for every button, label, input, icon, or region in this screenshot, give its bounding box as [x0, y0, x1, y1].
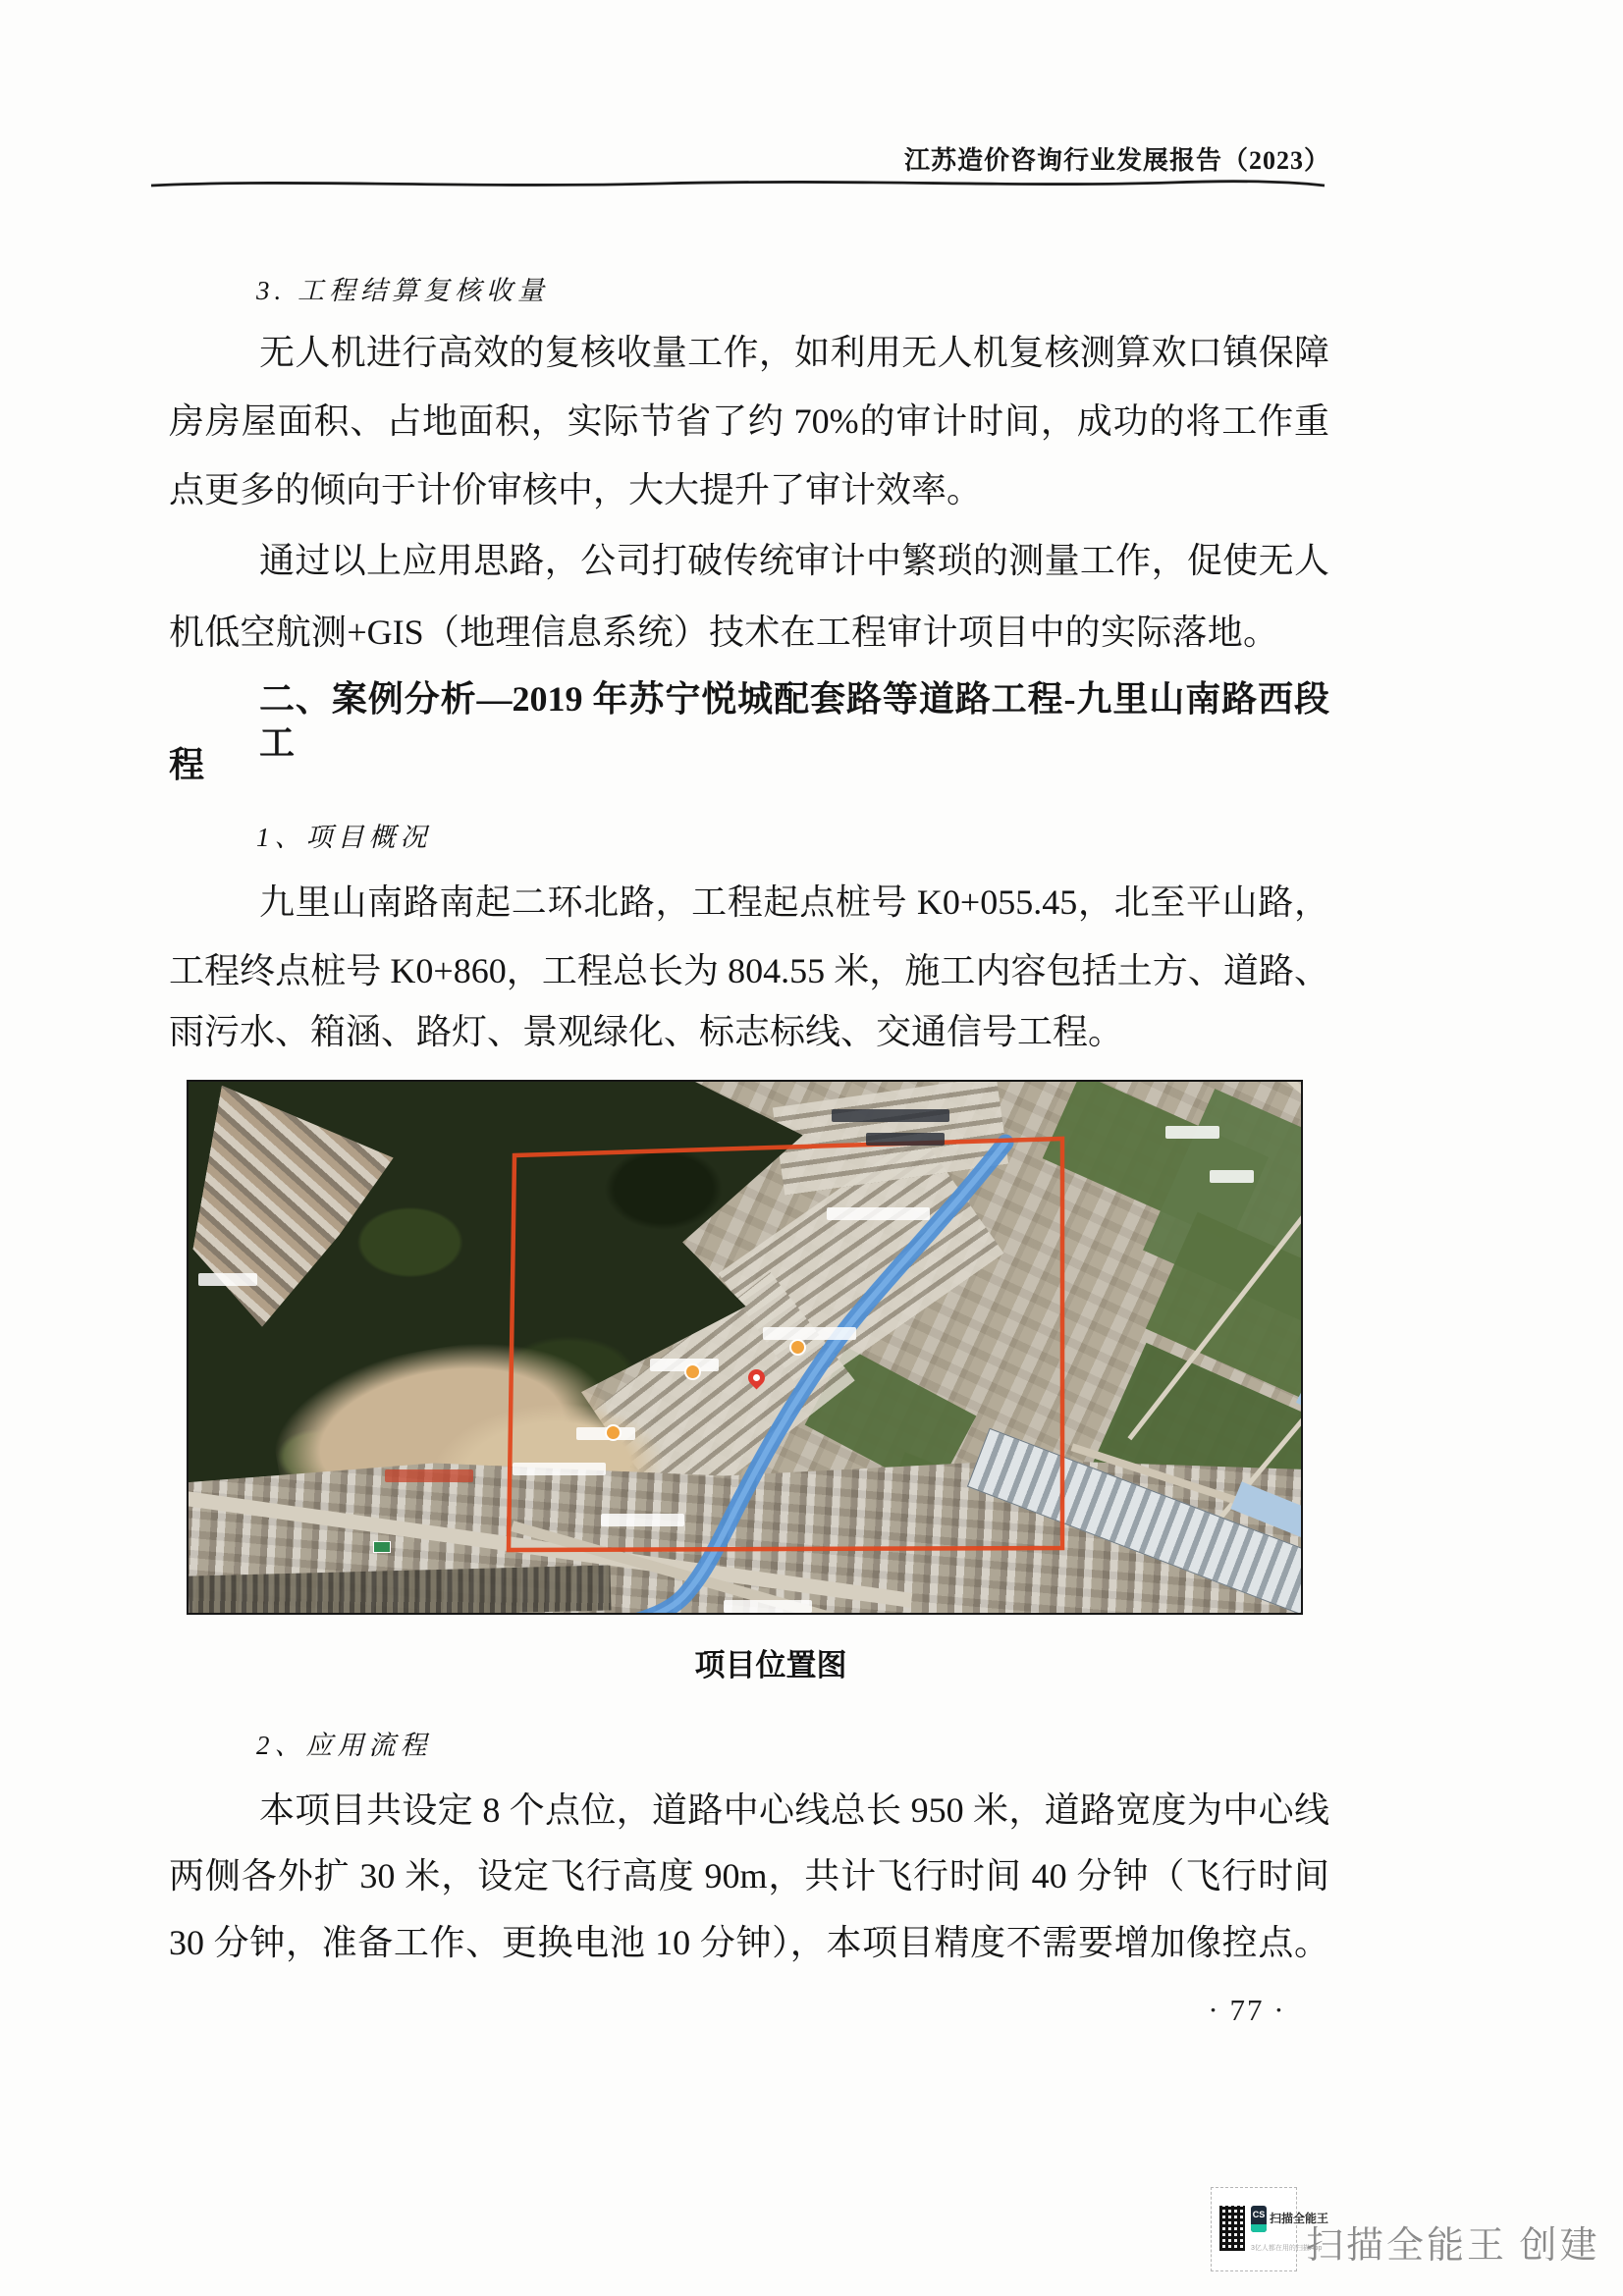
figure-caption: 项目位置图 — [694, 1648, 847, 1682]
page-number: · 77 · — [1208, 1993, 1286, 2027]
paragraph-line: 点更多的倾向于计价审核中，大大提升了审计效率。 — [169, 470, 983, 509]
map-label — [513, 1463, 606, 1475]
watermark-tagline: 3亿人都在用的扫描App — [1251, 2245, 1323, 2252]
scanner-watermark-text: 扫描全能王 创建 — [1306, 2225, 1600, 2267]
paragraph-line: 房房屋面积、占地面积，实际节省了约 70%的审计时间，成功的将工作重 — [169, 401, 1329, 441]
project-location-map — [187, 1080, 1303, 1615]
map-label — [385, 1469, 473, 1482]
heading-application-process: 2、应用流程 — [256, 1731, 432, 1760]
paragraph-line: 机低空航测+GIS（地理信息系统）技术在工程审计项目中的实际落地。 — [169, 613, 1278, 652]
map-label — [827, 1207, 930, 1220]
map-label — [1165, 1126, 1219, 1139]
paragraph-line: 30 分钟，准备工作、更换电池 10 分钟），本项目精度不需要增加像控点。 — [169, 1923, 1329, 1962]
header-rule — [149, 175, 1327, 192]
map-highway-sign — [373, 1541, 391, 1553]
map-poi-marker — [684, 1363, 701, 1380]
paragraph-line: 通过以上应用思路，公司打破传统审计中繁琐的测量工作，促使无人 — [259, 541, 1329, 580]
report-header-title: 江苏造价咨询行业发展报告（2023） — [903, 146, 1330, 175]
paragraph-line: 雨污水、箱涵、路灯、景观绿化、标志标线、交通信号工程。 — [169, 1012, 1124, 1051]
heading-settlement-review: 3. 工程结算复核收量 — [256, 276, 549, 305]
camscanner-app-icon: CS — [1251, 2206, 1267, 2232]
map-label — [866, 1133, 945, 1146]
heading-case-study: 二、案例分析—2019 年苏宁悦城配套路等道路工程-九里山南路西段工 — [259, 679, 1329, 763]
watermark-app-name: 扫描全能王 — [1270, 2212, 1329, 2225]
scanner-watermark-badge — [1211, 2187, 1329, 2271]
paragraph-line: 本项目共设定 8 个点位，道路中心线总长 950 米，道路宽度为中心线 — [259, 1790, 1329, 1830]
paragraph-line: 九里山南路南起二环北路，工程起点桩号 K0+055.45，北至平山路， — [259, 882, 1329, 922]
heading-project-overview: 1、项目概况 — [256, 823, 432, 852]
heading-case-study-cont: 程 — [169, 745, 205, 784]
qr-code-icon — [1219, 2206, 1245, 2251]
paragraph-line: 两侧各外扩 30 米，设定飞行高度 90m，共计飞行时间 40 分钟（飞行时间 — [169, 1856, 1329, 1896]
map-label — [832, 1109, 949, 1122]
map-poi-marker — [789, 1339, 806, 1356]
map-poi-marker — [605, 1424, 622, 1441]
map-project-boundary — [189, 1082, 1301, 1613]
paragraph-line: 无人机进行高效的复核收量工作，如利用无人机复核测算欢口镇保障 — [259, 333, 1329, 372]
map-label — [763, 1327, 856, 1340]
map-label — [724, 1600, 812, 1613]
paragraph-line: 工程终点桩号 K0+860，工程总长为 804.55 米，施工内容包括土方、道路、 — [169, 951, 1329, 990]
map-label — [601, 1514, 684, 1526]
map-label — [198, 1273, 257, 1286]
map-label — [1210, 1170, 1254, 1183]
